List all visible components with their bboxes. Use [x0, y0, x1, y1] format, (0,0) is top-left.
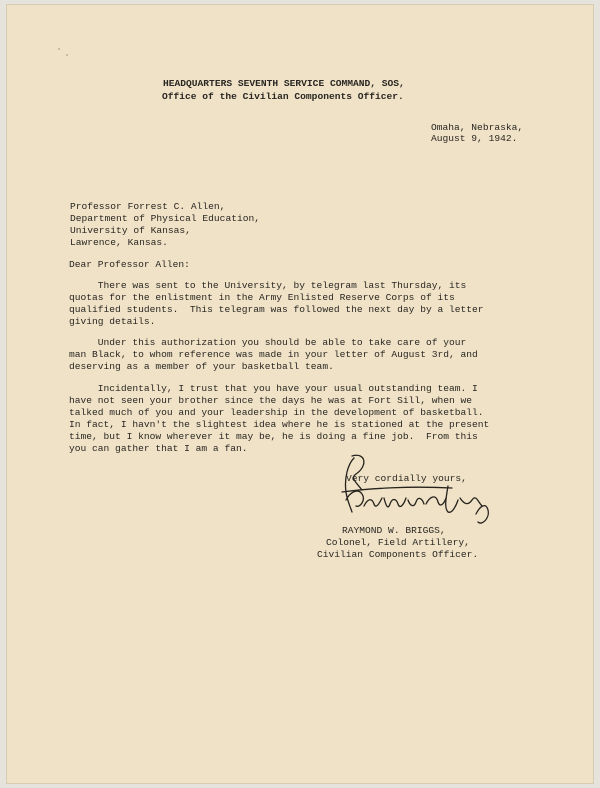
letter-page — [6, 4, 594, 784]
signer-title: Colonel, Field Artillery, — [326, 537, 470, 548]
paragraph-line: talked much of you and your leadership in the development of basketball. — [69, 407, 484, 418]
paragraph-line: In fact, I havn't the slightest idea where he is stationed at the present — [69, 419, 490, 430]
recipient-line: Lawrence, Kansas. — [70, 237, 168, 248]
paragraph-line: have not seen your brother since the days he was at Fort Sill, when we — [69, 395, 473, 406]
paragraph-line: deserving as a member of your basketball team. — [69, 361, 334, 372]
paragraph-line: you can gather that I am a fan. — [69, 443, 248, 454]
paragraph-line: man Black, to whom reference was made in your letter of August 3rd, and — [69, 349, 478, 360]
paragraph-line: Under this authorization you should be able to take care of your — [69, 337, 467, 348]
recipient-line: University of Kansas, — [70, 225, 191, 236]
paragraph-line: quotas for the enlistment in the Army Enlisted Reserve Corps of its — [69, 292, 455, 303]
signer-name: RAYMOND W. BRIGGS, — [342, 525, 446, 536]
paragraph-line: There was sent to the University, by telegram last Thursday, its — [69, 280, 467, 291]
paper-speck — [66, 54, 68, 56]
paragraph-line: qualified students. This telegram was followed the next day by a letter — [69, 304, 484, 315]
recipient-line: Professor Forrest C. Allen, — [70, 201, 226, 212]
recipient-line: Department of Physical Education, — [70, 213, 260, 224]
letterhead-line-2: Office of the Civilian Components Officer. — [162, 91, 404, 102]
place-line: Omaha, Nebraska, — [431, 122, 524, 133]
paragraph-line: Incidentally, I trust that you have your usual outstanding team. I — [69, 383, 478, 394]
paragraph-line: time, but I know wherever it may be, he is doing a fine job. From this — [69, 431, 478, 442]
signer-office: Civilian Components Officer. — [317, 549, 479, 560]
date-line: August 9, 1942. — [431, 133, 518, 144]
closing: Very cordially yours, — [346, 473, 467, 484]
paragraph-line: giving details. — [69, 316, 156, 327]
salutation: Dear Professor Allen: — [69, 259, 190, 270]
paper-speck — [58, 48, 60, 50]
letterhead-line-1: HEADQUARTERS SEVENTH SERVICE COMMAND, SOS, — [163, 78, 405, 89]
